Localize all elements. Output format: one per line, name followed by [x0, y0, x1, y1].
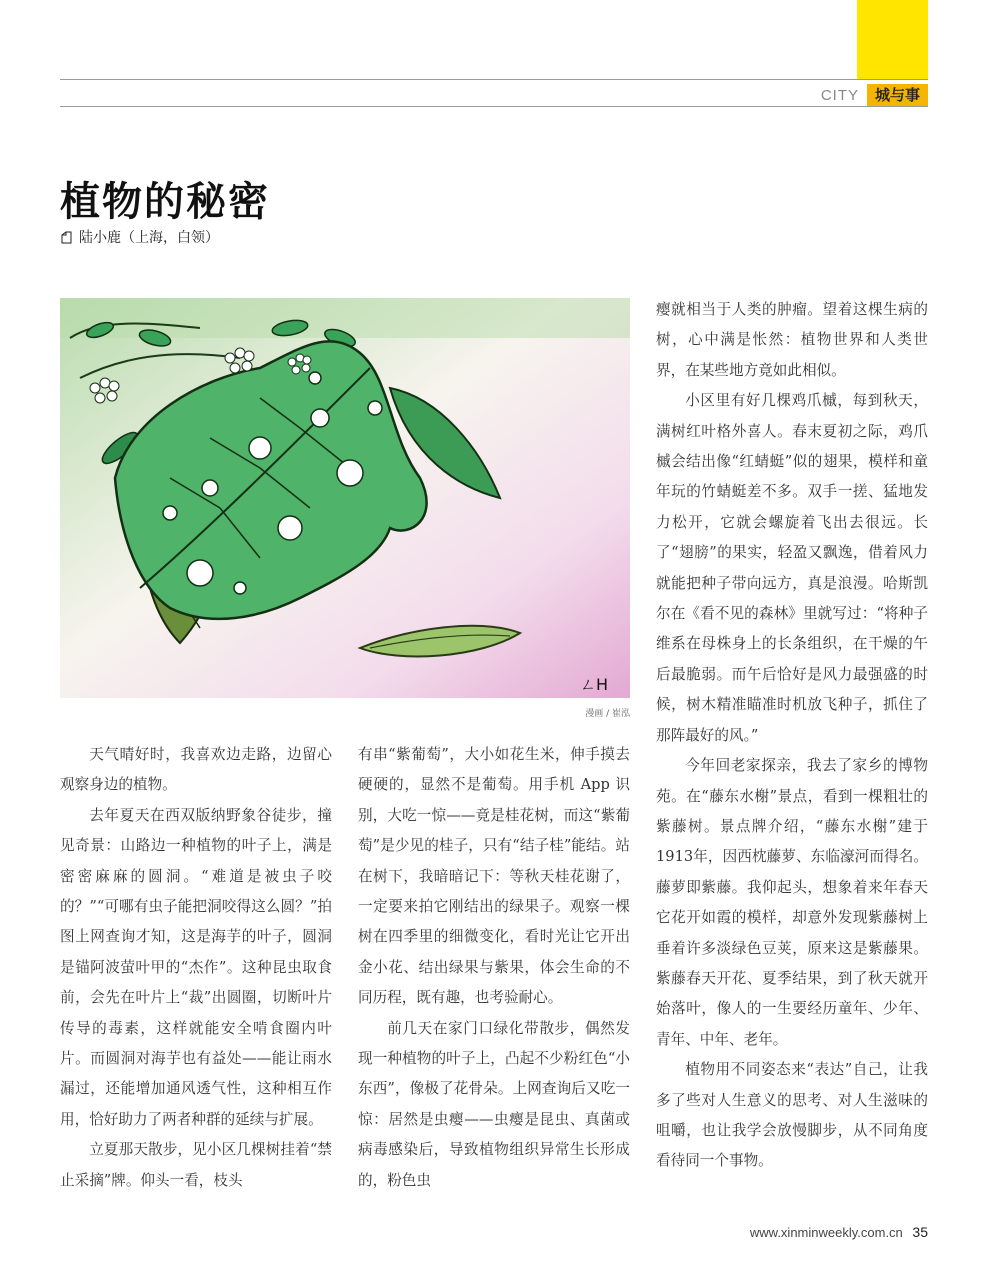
yellow-corner-tab [857, 0, 928, 80]
paragraph: 今年回老家探亲，我去了家乡的博物苑。在“藤东水榭”景点，看到一棵粗壮的紫藤树。景点牌介绍，“藤东水榭”建于1913年，因西枕藤萝、东临濠河而得名。藤萝即紫藤。我仰起头，想象着来年春天它花开如霞的模样，却意外发现紫藤树上垂着许多淡绿色豆荚，原来这是紫藤果。紫藤春天开花、夏季结果，到了秋天就开始落叶，像人的一生要经历童年、少年、青年、中年、老年。 [656, 757, 928, 1048]
paragraph: 前几天在家门口绿化带散步，偶然发现一种植物的叶子上，凸起不少粉红色“小东西”，像极了花骨朵。上网查询后又吃一惊：居然是虫瘿——虫瘿是昆虫、真菌或病毒感染后，导致植物组织异常生长形成的，粉色虫 [358, 1019, 630, 1189]
paragraph: 立夏那天散步，见小区几棵树挂着“禁止采摘”牌。仰头一看，枝头 [60, 1141, 332, 1189]
paragraph: 瘿就相当于人类的肿瘤。望着这棵生病的树，心中满是怅然：植物世界和人类世界，在某些地方竟如此相似。 [656, 301, 928, 379]
section-label-en: CITY [820, 86, 859, 104]
paragraph: 有串“紫葡萄”，大小如花生米，伸手摸去硬硬的，显然不是葡萄。用手机 App 识别，大吃一惊——竟是桂花树，而这“紫葡萄”是少见的桂子，只有“结子桂”能结。站在树下，我暗暗记下：等秋天桂花谢了，一定要来拍它刚结出的绿果子。观察一棵树在四季里的细微变化，看时光让它开出金小花、结出绿果与紫果，体会生命的不同历程，既有趣，也考验耐心。 [358, 746, 630, 1007]
article-title: 植物的秘密 [60, 178, 270, 225]
text-column-2 [358, 740, 630, 1196]
illustration-credit: 漫画 / 崔泓 [585, 709, 630, 719]
header-rule-top [60, 79, 928, 80]
text-column-1 [60, 740, 332, 1196]
header-rule-bottom [60, 106, 928, 107]
section-label [780, 84, 928, 106]
footer-url: www.xinminweekly.com.cn [749, 1225, 903, 1240]
byline-text: 陆小鹿（上海，白领） [79, 230, 219, 246]
pen-icon [60, 231, 73, 244]
svg-text:ㄥH: ㄥH [580, 675, 609, 694]
page-number: 35 [912, 1224, 928, 1240]
page-footer [690, 1224, 928, 1240]
paragraph: 植物用不同姿态来“表达”自己，让我多了些对人生意义的思考、对人生滋味的咀嚼，也让我学会放慢脚步，从不同角度看待同一个事物。 [656, 1061, 928, 1170]
text-column-3 [656, 295, 928, 1177]
paragraph: 去年夏天在西双版纳野象谷徒步，撞见奇景：山路边一种植物的叶子上，满是密密麻麻的圆洞。“难道是被虫子咬的？”“可哪有虫子能把洞咬得这么圆？”拍图上网查询才知，这是海芋的叶子，圆洞是锚阿波萤叶甲的“杰作”。这种昆虫取食前，会先在叶片上“裁”出圆圈，切断叶片传导的毒素，这样就能安全啃食圈内叶片。而圆洞对海芋也有益处——能让雨水漏过，还能增加通风透气性，这种相互作用，恰好助力了两者种群的延续与扩展。 [60, 806, 332, 1128]
leaf-illustration [60, 298, 630, 698]
byline [60, 227, 219, 247]
paragraph: 天气晴好时，我喜欢边走路，边留心观察身边的植物。 [60, 746, 332, 794]
paragraph: 小区里有好几棵鸡爪槭，每到秋天，满树红叶格外喜人。春末夏初之际，鸡爪槭会结出像“红蜻蜓”似的翅果，模样和童年玩的竹蜻蜓差不多。双手一搓、猛地发力松开，它就会螺旋着飞出去很远。长了“翅膀”的果实，轻盈又飘逸，借着风力就能把种子带向远方，真是浪漫。哈斯凯尔在《看不见的森林》里就写过：“将种子维系在母株身上的长条组织，在干燥的午后最脆弱。而午后恰好是风力最强盛的时候，树木精准瞄准时机放飞种子，抓住了那阵最好的风。” [656, 392, 928, 744]
section-label-cn: 城与事 [867, 84, 928, 106]
